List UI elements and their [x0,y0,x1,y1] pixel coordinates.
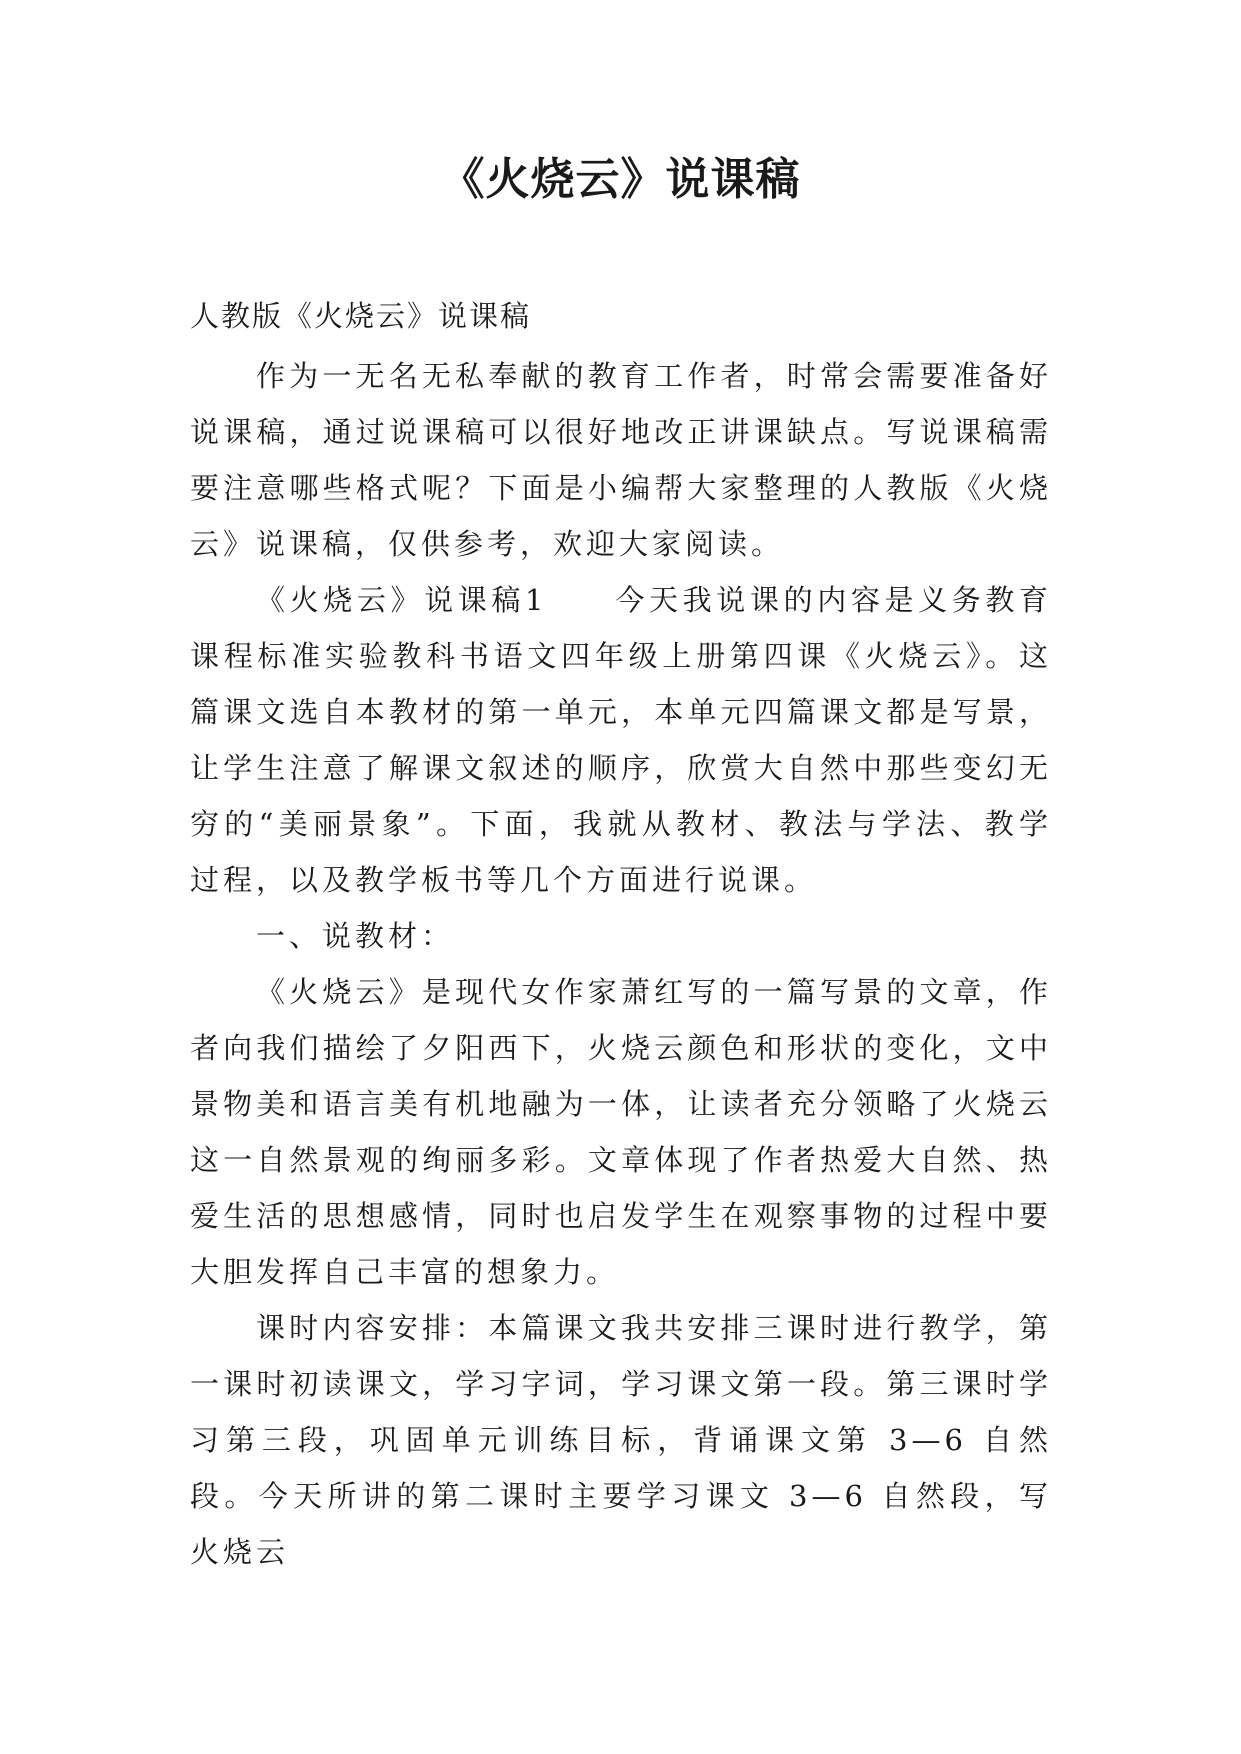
paragraph-schedule: 课时内容安排：本篇课文我共安排三课时进行教学，第一课时初读课文，学习字词，学习课文第一段。第三课时学习第三段，巩固单元训练目标，背诵课文第 3—6 自然段。今天所讲的第二课时主要学习课文 3—6 自然段，写火烧云 [190,1311,1052,1569]
paragraph-intro: 作为一无名无私奉献的教育工作者，时常会需要准备好说课稿，通过说课稿可以很好地改正讲课缺点。写说课稿需要注意哪些格式呢？下面是小编帮大家整理的人教版《火烧云》说课稿，仅供参考，欢迎大家阅读。 [190,359,1052,561]
paragraph-materials: 《火烧云》是现代女作家萧红写的一篇写景的文章，作者向我们描绘了夕阳西下，火烧云颜色和形状的变化，文中景物美和语言美有机地融为一体，让读者充分领略了火烧云这一自然景观的绚丽多彩。文章体现了作者热爱大自然、热爱生活的思想感情，同时也启发学生在观察事物的过程中要大胆发挥自己丰富的想象力。 [190,975,1052,1289]
document-title: 《火烧云》说课稿 [440,154,801,205]
document-body [190,288,1052,1580]
section-heading-materials: 一、说教材： [256,919,455,953]
document-subtitle: 人教版《火烧云》说课稿 [190,299,532,333]
paragraph-lesson-1: 《火烧云》说课稿1 今天我说课的内容是义务教育课程标准实验教科书语文四年级上册第四课《火烧云》。这篇课文选自本教材的第一单元，本单元四篇课文都是写景，让学生注意了解课文叙述的顺序，欣赏大自然中那些变幻无穷的“美丽景象”。下面，我就从教材、教法与学法、教学过程，以及教学板书等几个方面进行说课。 [190,583,1052,897]
